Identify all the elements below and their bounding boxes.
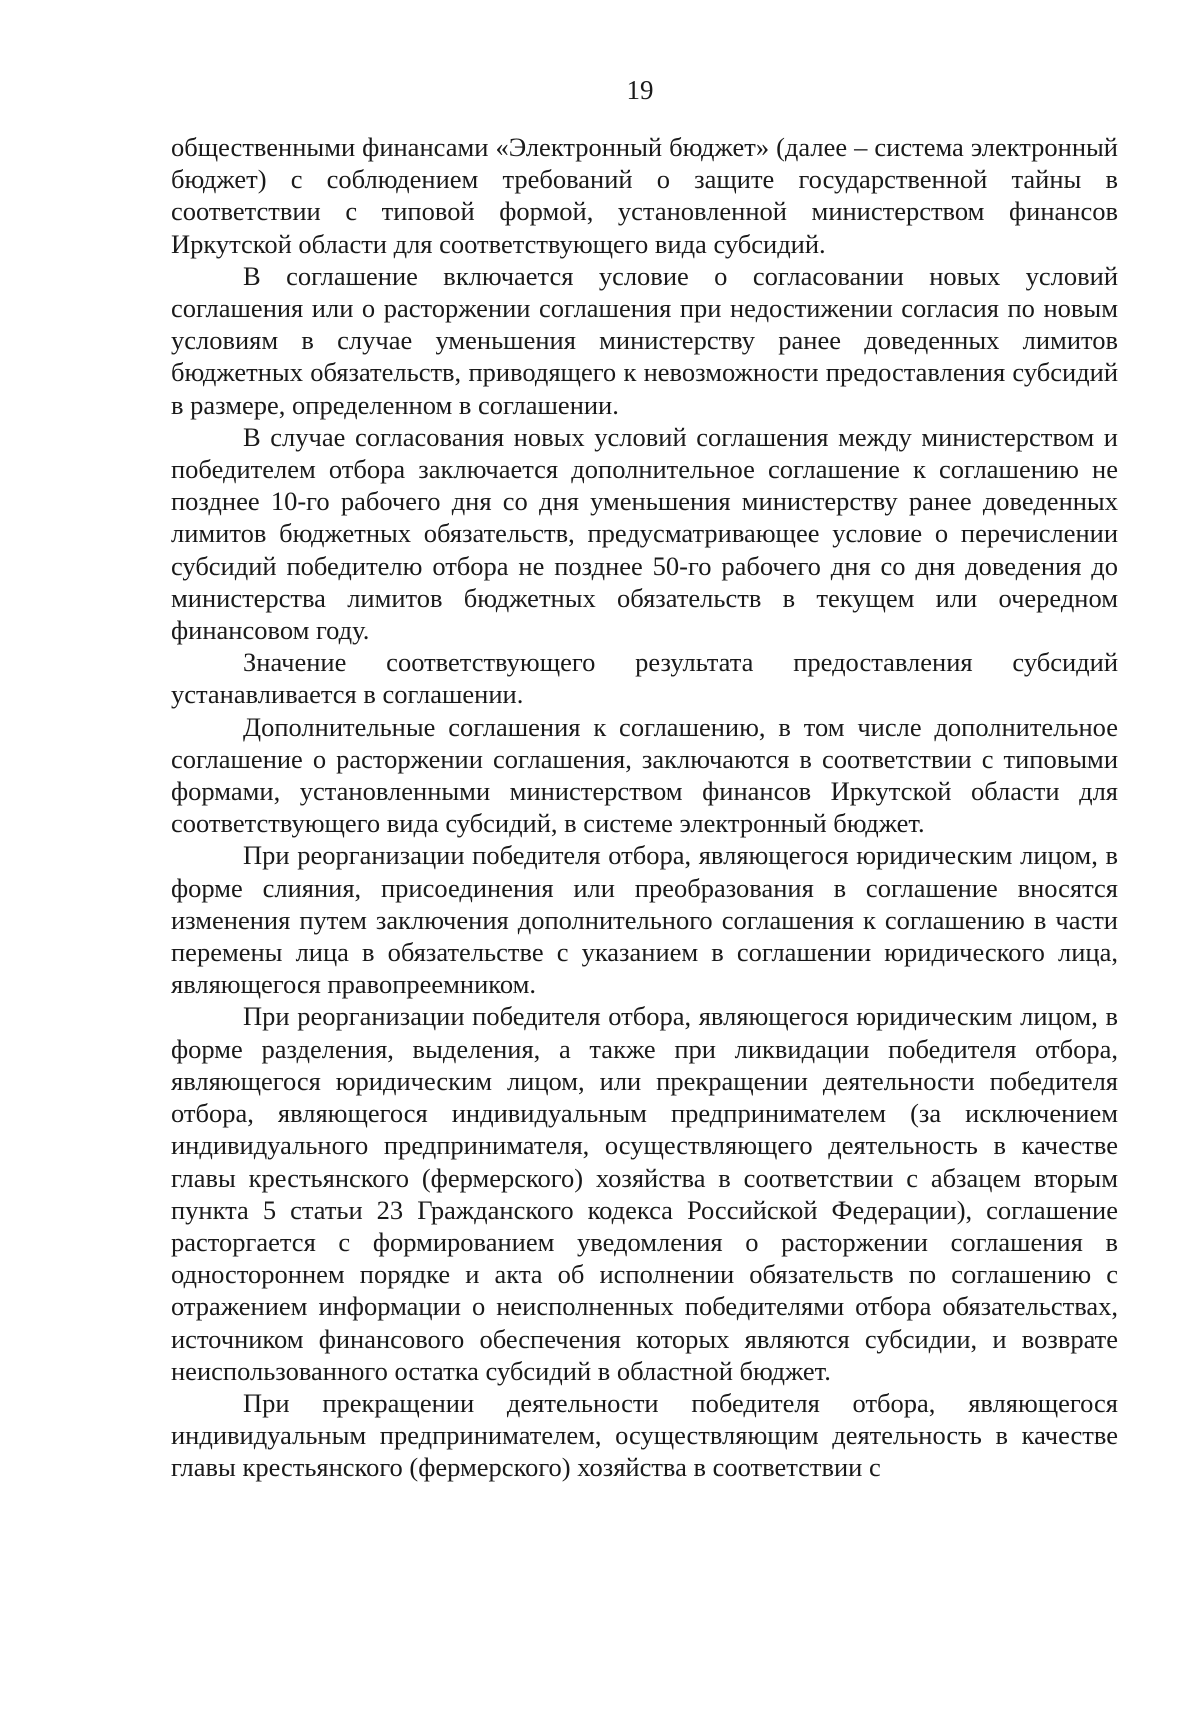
paragraph: В соглашение включается условие о согласовании новых условий соглашения или о расторжении соглашения при недостижении согласия по новым условиям в случае уменьшения министерству ранее доведенных лимитов бюджетных обязательств, приводящего к невозможности предоставления субсидий в размере, определенном в соглашении. bbox=[171, 260, 1118, 420]
document-body bbox=[171, 131, 1118, 1484]
paragraph: При реорганизации победителя отбора, являющегося юридическим лицом, в форме слияния, присоединения или преобразования в соглашение вносятся изменения путем заключения дополнительного соглашения к соглашению в части перемены лица в обязательстве с указанием в соглашении юридического лица, являющегося правопреемником. bbox=[171, 840, 1118, 1000]
paragraph: В случае согласования новых условий соглашения между министерством и победителем отбора заключается дополнительное соглашение к соглашению не позднее 10-го рабочего дня со дня уменьшения министерству ранее доведенных лимитов бюджетных обязательств, предусматривающее условие о перечислении субсидий победителю отбора не позднее 50-го рабочего дня со дня доведения до министерства лимитов бюджетных обязательств в текущем или очередном финансовом году. bbox=[171, 421, 1118, 646]
paragraph: Дополнительные соглашения к соглашению, в том числе дополнительное соглашение о расторжении соглашения, заключаются в соответствии с типовыми формами, установленными министерством финансов Иркутской области для соответствующего вида субсидий, в системе электронный бюджет. bbox=[171, 711, 1118, 839]
page-number: 19 bbox=[626, 75, 654, 105]
paragraph: При реорганизации победителя отбора, являющегося юридическим лицом, в форме разделения, выделения, а также при ликвидации победителя отбора, являющегося юридическим лицом, или прекращении деятельности победителя отбора, являющегося индивидуальным предпринимателем (за исключением индивидуального предпринимателя, осуществляющего деятельность в качестве главы крестьянского (фермерского) хозяйства в соответствии с абзацем вторым пункта 5 статьи 23 Гражданского кодекса Российской Федерации), соглашение расторгается с формированием уведомления о расторжении соглашения в одностороннем порядке и акта об исполнении обязательств по соглашению с отражением информации о неисполненных победителями отбора обязательствах, источником финансового обеспечения которых являются субсидии, и возврате неиспользованного остатка субсидий в областной бюджет. bbox=[171, 1001, 1118, 1386]
paragraph-continued: При прекращении деятельности победителя отбора, являющегося индивидуальным предпринимателем, осуществляющим деятельность в качестве главы крестьянского (фермерского) хозяйства в соответствии с bbox=[171, 1387, 1118, 1483]
paragraph-continuation: общественными финансами «Электронный бюджет» (далее – система электронный бюджет) с соблюдением требований о защите государственной тайны в соответствии с типовой формой, установленной министерством финансов Иркутской области для соответствующего вида субсидий. bbox=[171, 132, 1118, 259]
paragraph: Значение соответствующего результата предоставления субсидий устанавливается в соглашении. bbox=[171, 647, 1118, 710]
